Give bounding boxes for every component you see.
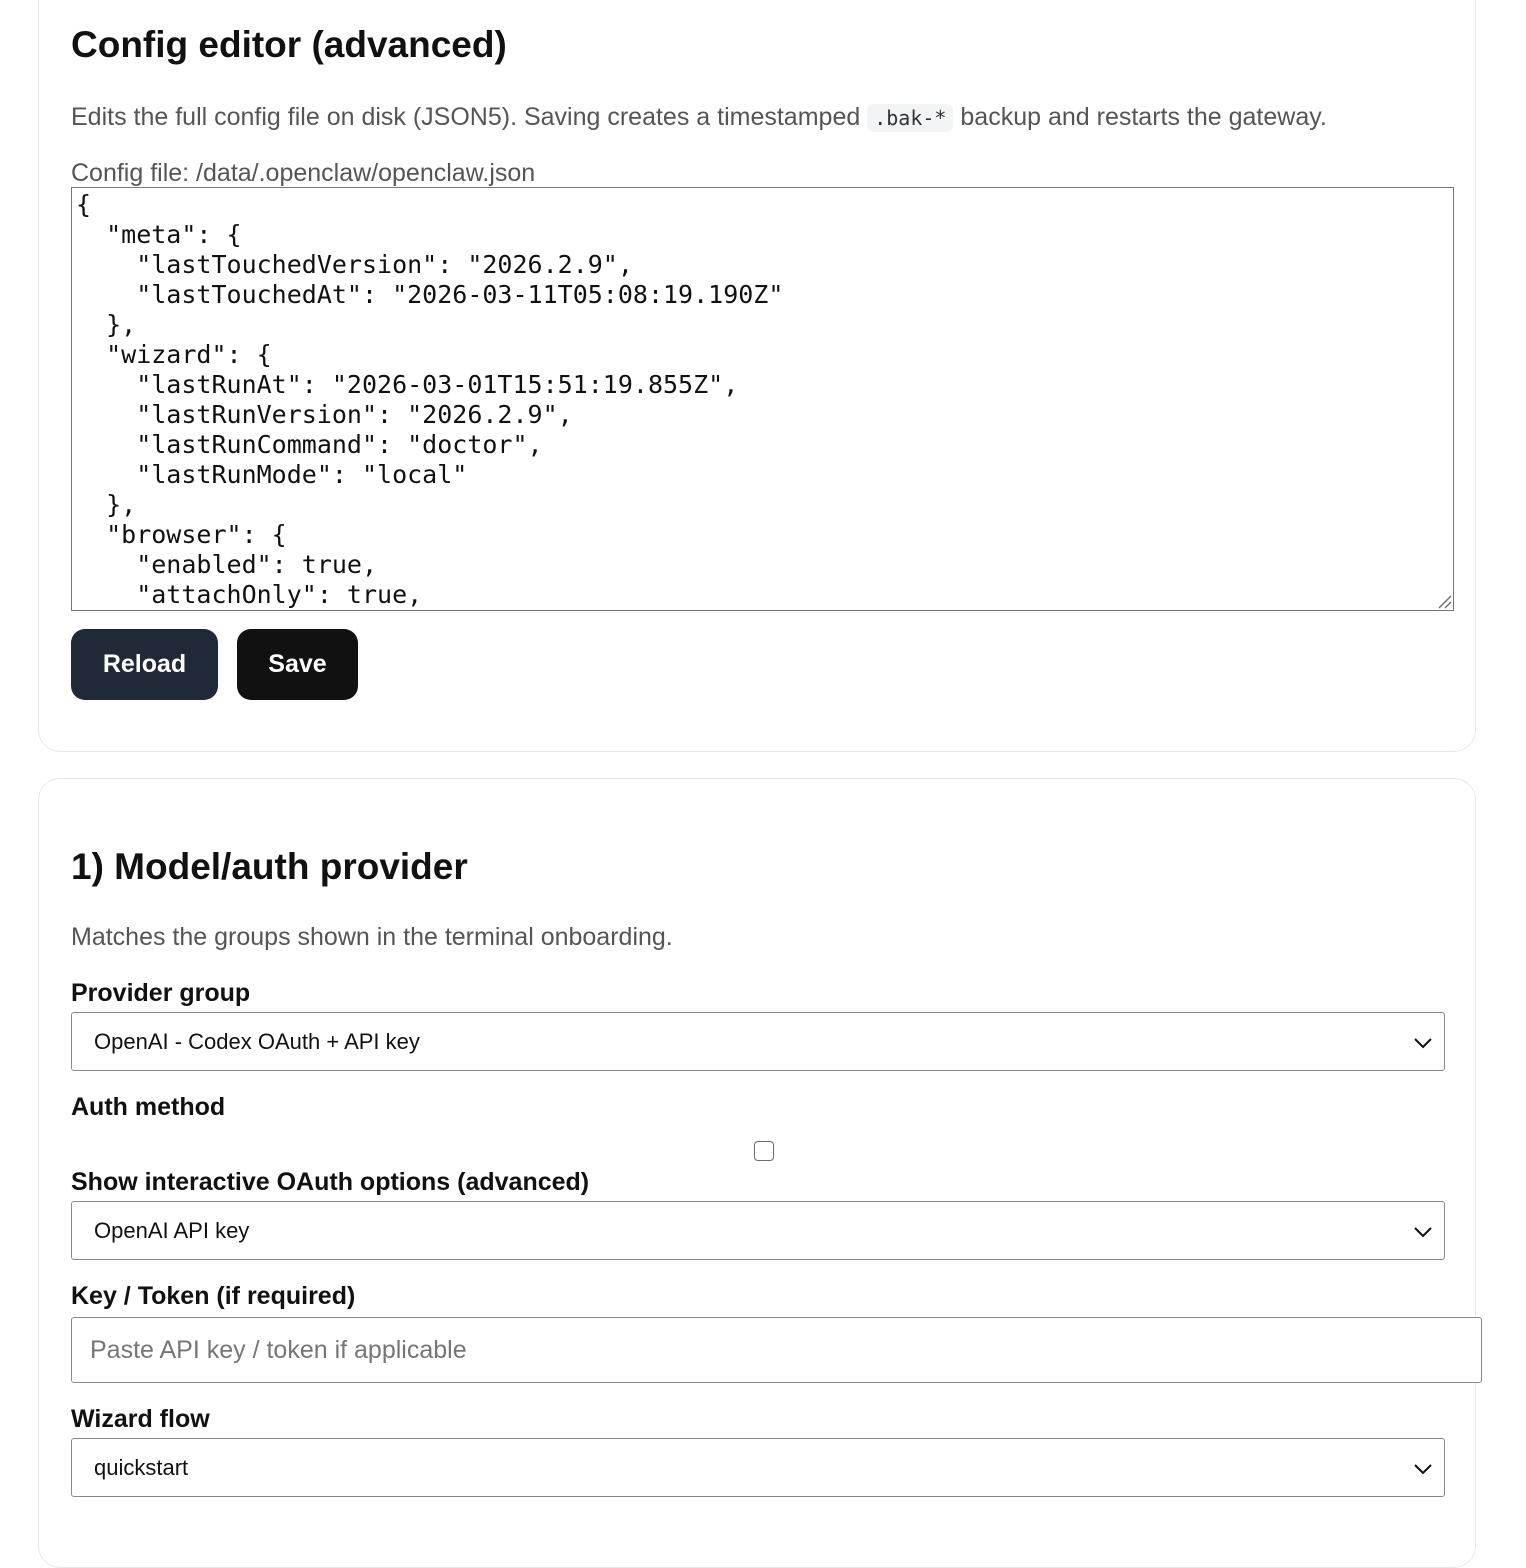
chevron-down-icon [1412, 1458, 1434, 1480]
auth-method-select[interactable] [71, 1201, 1445, 1260]
reload-button[interactable]: Reload [71, 629, 218, 700]
resize-handle-icon[interactable] [1436, 593, 1452, 609]
provider-group-selected-value: OpenAI - Codex OAuth + API key [94, 1029, 420, 1054]
config-editor-textarea[interactable] [71, 187, 1454, 611]
config-editor-description [71, 101, 1327, 134]
description-text: Edits the full config file on disk (JSON5). Saving creates a timestamped [71, 103, 868, 131]
provider-group-label: Provider group [71, 979, 251, 1007]
show-oauth-options-label: Show interactive OAuth options (advanced) [71, 1168, 590, 1196]
chevron-down-icon [1412, 1221, 1434, 1243]
show-oauth-options-checkbox[interactable] [754, 1141, 774, 1161]
provider-section-title: 1) Model/auth provider [71, 846, 468, 887]
auth-method-selected-value: OpenAI API key [94, 1218, 250, 1243]
description-text-end: backup and restarts the gateway. [953, 103, 1327, 131]
provider-section-description: Matches the groups shown in the terminal onboarding. [71, 923, 673, 951]
provider-card [38, 778, 1476, 1568]
wizard-flow-label: Wizard flow [71, 1405, 210, 1433]
config-file-path-label: Config file: /data/.openclaw/openclaw.json [71, 159, 536, 187]
chevron-down-icon [1412, 1032, 1434, 1054]
provider-group-select[interactable] [71, 1012, 1445, 1071]
config-editor-content[interactable]: { "meta": { "lastTouchedVersion": "2026.2.9", "lastTouchedAt": "2026-03-11T05:08:19.190Z" }, "wizard": { "lastRunAt": "2026-03-01T15:51:19.855Z", "lastRunVersion": "2026.2.9", "lastRunCommand": "doctor", "lastRunMode": "local" }, "browser": { "enabled": true, "attachOnly": true, [76, 190, 784, 609]
config-editor-card [38, 0, 1476, 752]
auth-method-label: Auth method [71, 1093, 226, 1121]
save-button[interactable]: Save [237, 629, 358, 700]
wizard-flow-select[interactable] [71, 1438, 1445, 1497]
key-token-label: Key / Token (if required) [71, 1282, 356, 1310]
key-token-input[interactable] [71, 1317, 1482, 1383]
wizard-flow-selected-value: quickstart [94, 1455, 189, 1480]
config-editor-title: Config editor (advanced) [71, 24, 507, 65]
backup-pattern-code: .bak-* [867, 104, 953, 132]
